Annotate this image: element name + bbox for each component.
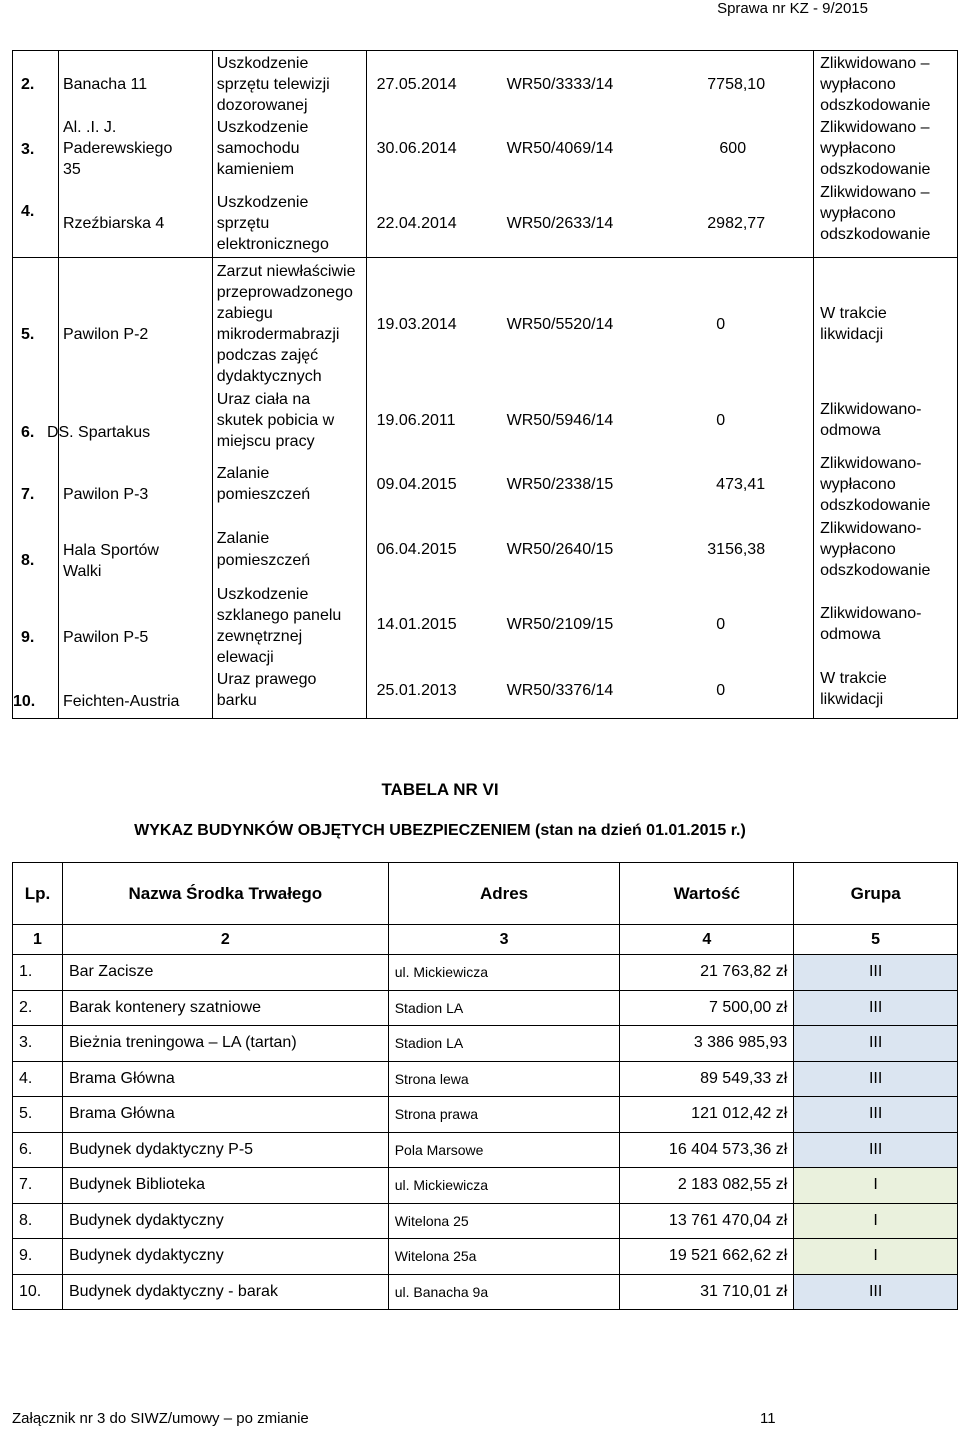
status-text: Zlikwidowano – (820, 184, 930, 201)
status-text: odszkodowanie (820, 562, 931, 579)
claim-number: WR50/5946/14 (506, 412, 614, 429)
place-text: Hala Sportów (62, 542, 159, 559)
status-text: W trakcie (820, 670, 887, 687)
lp-cell: 7. (13, 1168, 63, 1204)
event-text: dozorowanej (216, 97, 308, 114)
event-text: dydaktycznych (216, 368, 322, 385)
name-cell: Budynek dydaktyczny - barak (62, 1274, 388, 1310)
claim-number: WR50/4069/14 (506, 140, 614, 157)
table-header-row (13, 863, 958, 925)
place-text: Rzeźbiarska 4 (62, 215, 165, 232)
lp-cell: 10. (13, 1274, 63, 1310)
event-text: Uraz ciała na (216, 391, 311, 408)
lp-cell: 6. (13, 1132, 63, 1168)
status-text: Zlikwidowano – (820, 119, 930, 136)
claim-number: WR50/2338/15 (506, 476, 614, 493)
claim-number: WR50/2109/15 (506, 616, 614, 633)
value-cell: 16 404 573,36 zł (620, 1132, 794, 1168)
footer-note: Załącznik nr 3 do SIWZ/umowy – po zmianie (12, 1410, 309, 1427)
lp-cell: 5. (13, 1097, 63, 1133)
status-text: odszkodowanie (820, 161, 931, 178)
place-text: Pawilon P-3 (62, 486, 149, 503)
status-text: wypłacono (820, 205, 896, 222)
column-header: Adres (388, 863, 620, 925)
place-cell (46, 258, 212, 718)
status-text: Zlikwidowano – (820, 55, 930, 72)
event-text: pomieszczeń (216, 486, 311, 503)
event-cell (213, 51, 366, 257)
name-cell: Budynek dydaktyczny (62, 1239, 388, 1275)
table-row (13, 955, 958, 991)
buildings-table (12, 862, 958, 1310)
status-text: Zlikwidowano- (820, 401, 922, 418)
lp-cell: 9. (13, 1239, 63, 1275)
group-cell: III (794, 1026, 958, 1062)
event-text: miejscu pracy (216, 433, 315, 450)
status-text: odszkodowanie (820, 226, 931, 243)
status-text: W trakcie (820, 305, 887, 322)
value-cell: 19 521 662,62 zł (620, 1239, 794, 1275)
lp-value: 10. (13, 693, 36, 710)
status-text: wypłacono (820, 76, 896, 93)
event-text: podczas zajęć (216, 347, 319, 364)
value-cell: 21 763,82 zł (620, 955, 794, 991)
lp-cell: 2. (13, 990, 63, 1026)
lp-cell (13, 258, 58, 718)
name-cell: Barak kontenery szatniowe (62, 990, 388, 1026)
claim-number: WR50/3333/14 (506, 76, 614, 93)
claim-date: 25.01.2013 (376, 682, 457, 699)
group-cell: III (794, 990, 958, 1026)
event-text: mikrodermabrazji (216, 326, 340, 343)
column-number: 1 (13, 925, 63, 955)
address-cell: Strona prawa (388, 1097, 620, 1133)
value-cell: 7 500,00 zł (620, 990, 794, 1026)
claim-date: 14.01.2015 (376, 616, 457, 633)
address-cell: Stadion LA (388, 1026, 620, 1062)
table-row (13, 1061, 958, 1097)
name-cell: Bar Zacisze (62, 955, 388, 991)
status-text: odszkodowanie (820, 97, 931, 114)
column-number: 3 (388, 925, 620, 955)
claims-group (13, 51, 958, 258)
event-text: Uszkodzenie (216, 119, 309, 136)
table-row (13, 1203, 958, 1239)
status-text: wypłacono (820, 541, 896, 558)
status-cell (814, 258, 957, 718)
claim-number: WR50/5520/14 (506, 316, 614, 333)
column-header: Nazwa Środka Trwałego (62, 863, 388, 925)
value-cell: 121 012,42 zł (620, 1097, 794, 1133)
event-text: sprzętu telewizji (216, 76, 330, 93)
table-row (13, 1097, 958, 1133)
value-cell: 89 549,33 zł (620, 1061, 794, 1097)
table-row (13, 1026, 958, 1062)
event-text: Zalanie (216, 465, 270, 482)
lp-value: 4. (21, 203, 35, 220)
event-text: pomieszczeń (216, 552, 311, 569)
claim-number: WR50/2640/15 (506, 541, 614, 558)
table-row (13, 1239, 958, 1275)
claim-date: 19.03.2014 (376, 316, 457, 333)
status-text: odmowa (820, 626, 881, 643)
status-text: wypłacono (820, 476, 896, 493)
lp-value: 2. (21, 76, 35, 93)
status-text: Zlikwidowano- (820, 455, 922, 472)
claim-amount: 2982,77 (707, 215, 766, 232)
address-cell: ul. Banacha 9a (388, 1274, 620, 1310)
claim-details-cell (367, 258, 814, 718)
table-row (13, 990, 958, 1026)
claim-amount: 0 (716, 616, 726, 633)
name-cell: Budynek Biblioteka (62, 1168, 388, 1204)
name-cell: Brama Główna (62, 1061, 388, 1097)
event-text: Uszkodzenie (216, 55, 309, 72)
claim-date: 19.06.2011 (376, 412, 456, 429)
address-cell: ul. Mickiewicza (388, 1168, 620, 1204)
event-text: samochodu (216, 140, 300, 157)
lp-cell: 4. (13, 1061, 63, 1097)
event-text: elektronicznego (216, 236, 329, 253)
address-cell: ul. Mickiewicza (388, 955, 620, 991)
claim-amount: 0 (716, 682, 726, 699)
status-text: odszkodowanie (820, 497, 931, 514)
event-text: Zarzut niewłaściwie (216, 263, 356, 280)
place-text: DS. Spartakus (46, 424, 151, 441)
claim-date: 09.04.2015 (376, 476, 457, 493)
table-row (13, 1132, 958, 1168)
claim-amount: 0 (716, 412, 726, 429)
name-cell: Budynek dydaktyczny (62, 1203, 388, 1239)
value-cell: 2 183 082,55 zł (620, 1168, 794, 1204)
status-cell (814, 51, 957, 257)
status-text: wypłacono (820, 140, 896, 157)
table-row (13, 1274, 958, 1310)
event-text: zabiegu (216, 305, 273, 322)
lp-value: 7. (21, 486, 35, 503)
claims-group (13, 258, 958, 719)
event-text: skutek pobicia w (216, 412, 335, 429)
claims-table (12, 50, 958, 719)
lp-value: 5. (21, 326, 35, 343)
table-label: TABELA NR VI (381, 780, 499, 799)
event-text: przeprowadzonego (216, 284, 353, 301)
event-text: elewacji (216, 649, 274, 666)
place-cell (59, 51, 212, 257)
place-text: 35 (62, 161, 81, 178)
table-heading: WYKAZ BUDYNKÓW OBJĘTYCH UBEZPIECZENIEM (stan na dzień 01.01.2015 r.) (134, 822, 746, 839)
claim-amount: 7758,10 (707, 76, 766, 93)
status-text: Zlikwidowano- (820, 520, 922, 537)
lp-value: 8. (21, 552, 35, 569)
running-header: Sprawa nr KZ - 9/2015 (717, 0, 868, 17)
value-cell: 3 386 985,93 (620, 1026, 794, 1062)
claim-details-cell (367, 51, 814, 257)
group-cell: I (794, 1203, 958, 1239)
place-text: Paderewskiego (62, 140, 173, 157)
claim-amount: 600 (719, 140, 747, 157)
column-number: 5 (794, 925, 958, 955)
claim-date: 06.04.2015 (376, 541, 457, 558)
address-cell: Witelona 25a (388, 1239, 620, 1275)
claim-date: 27.05.2014 (376, 76, 457, 93)
address-cell: Stadion LA (388, 990, 620, 1026)
group-cell: III (794, 1274, 958, 1310)
place-text: Al. .I. J. (62, 119, 117, 136)
claim-number: WR50/3376/14 (506, 682, 614, 699)
group-cell: III (794, 1132, 958, 1168)
event-text: szklanego panelu (216, 607, 342, 624)
value-cell: 31 710,01 zł (620, 1274, 794, 1310)
group-cell: III (794, 1061, 958, 1097)
name-cell: Brama Główna (62, 1097, 388, 1133)
event-text: Uszkodzenie (216, 194, 309, 211)
event-text: barku (216, 692, 257, 709)
column-header: Lp. (13, 863, 63, 925)
column-number-row (13, 925, 958, 955)
address-cell: Pola Marsowe (388, 1132, 620, 1168)
event-text: Uszkodzenie (216, 586, 309, 603)
status-text: odmowa (820, 422, 881, 439)
claim-amount: 473,41 (716, 476, 766, 493)
claim-amount: 3156,38 (707, 541, 766, 558)
value-cell: 13 761 470,04 zł (620, 1203, 794, 1239)
lp-cell: 8. (13, 1203, 63, 1239)
claim-amount: 0 (716, 316, 726, 333)
place-text: Walki (62, 563, 102, 580)
name-cell: Budynek dydaktyczny P-5 (62, 1132, 388, 1168)
lp-value: 3. (21, 141, 35, 158)
event-text: zewnętrznej (216, 628, 303, 645)
column-number: 2 (62, 925, 388, 955)
page-number: 11 (760, 1410, 776, 1427)
place-text: Feichten-Austria (62, 693, 180, 710)
status-text: likwidacji (820, 326, 884, 343)
group-cell: III (794, 955, 958, 991)
lp-value: 6. (21, 424, 35, 441)
event-text: Uraz prawego (216, 671, 317, 688)
address-cell: Strona lewa (388, 1061, 620, 1097)
group-cell: I (794, 1168, 958, 1204)
event-text: sprzętu (216, 215, 270, 232)
name-cell: Bieżnia treningowa – LA (tartan) (62, 1026, 388, 1062)
lp-cell (13, 51, 58, 257)
group-cell: III (794, 1097, 958, 1133)
status-text: Zlikwidowano- (820, 605, 922, 622)
column-header: Wartość (620, 863, 794, 925)
place-text: Pawilon P-2 (62, 326, 149, 343)
event-text: kamieniem (216, 161, 295, 178)
address-cell: Witelona 25 (388, 1203, 620, 1239)
lp-cell: 3. (13, 1026, 63, 1062)
lp-cell: 1. (13, 955, 63, 991)
lp-value: 9. (21, 629, 35, 646)
claim-number: WR50/2633/14 (506, 215, 614, 232)
claim-date: 22.04.2014 (376, 215, 457, 232)
group-cell: I (794, 1239, 958, 1275)
column-number: 4 (620, 925, 794, 955)
event-text: Zalanie (216, 530, 270, 547)
status-text: likwidacji (820, 691, 884, 708)
place-text: Pawilon P-5 (62, 629, 149, 646)
event-cell (213, 258, 366, 718)
table-row (13, 1168, 958, 1204)
place-text: Banacha 11 (62, 76, 148, 93)
claim-date: 30.06.2014 (376, 140, 457, 157)
column-header: Grupa (794, 863, 958, 925)
